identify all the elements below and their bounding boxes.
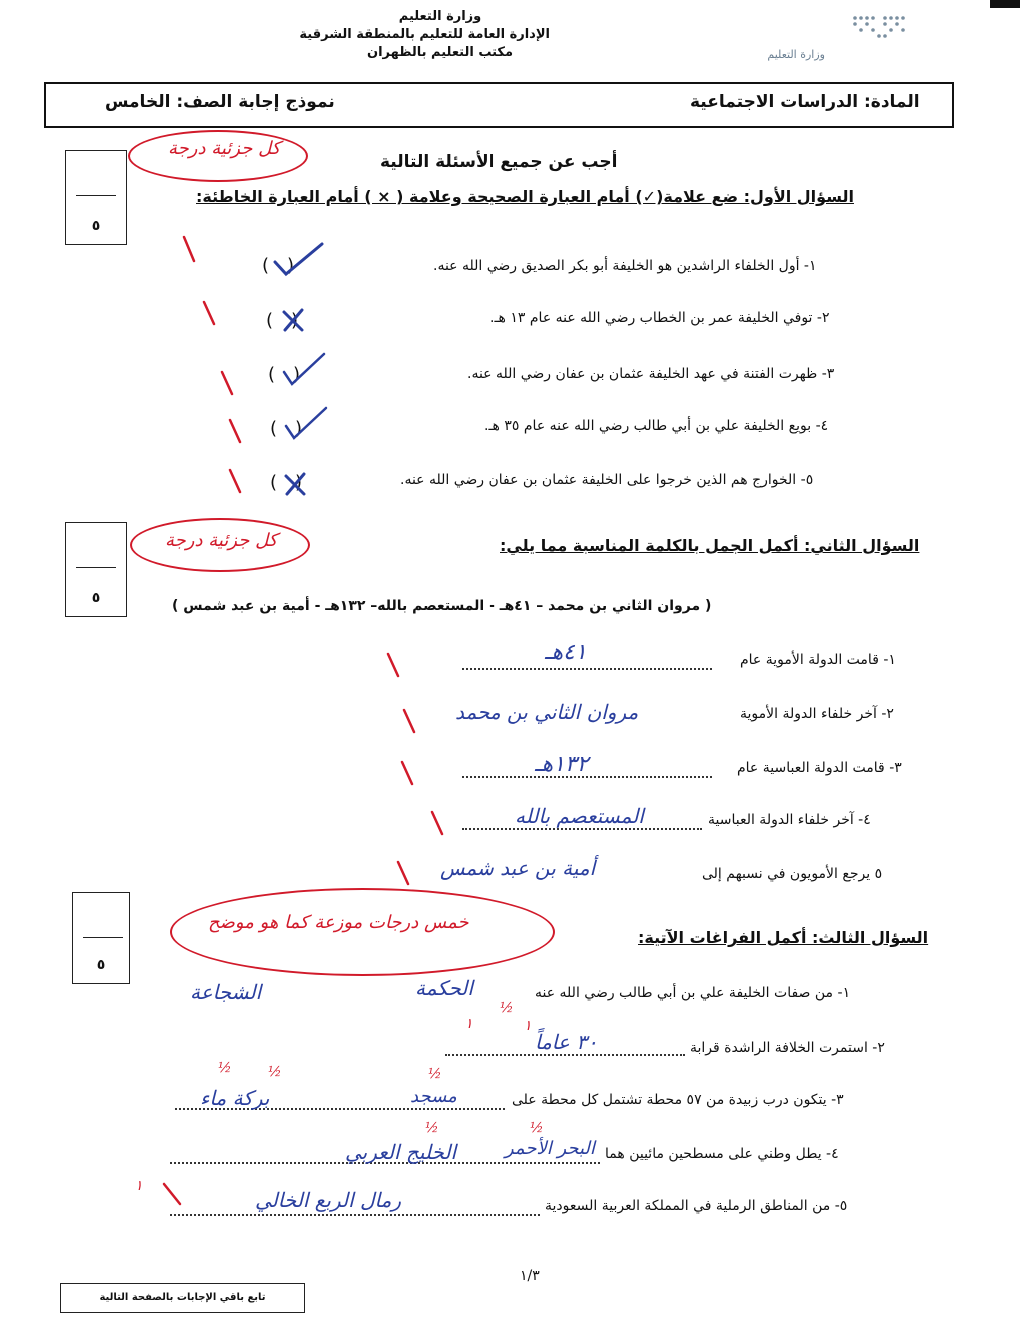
q3-mark-5: ١	[135, 1178, 143, 1194]
q1-check-mark-4	[282, 404, 332, 444]
q2-blank-1	[462, 668, 712, 670]
q2-answer-3: ١٣٢هـ	[535, 752, 589, 777]
q3-score-box	[72, 892, 130, 984]
subject-label: المادة: الدراسات الاجتماعية	[690, 92, 920, 112]
q3-answer-5: رمال الربع الخالي	[255, 1188, 402, 1212]
q3-answer-4b: الخليج العربي	[345, 1140, 457, 1164]
q3-mark-4a: ½	[530, 1120, 544, 1136]
q2-score-box	[65, 522, 127, 617]
q3-heading: السؤال الثالث: أكمل الفراغات الآتية:	[638, 928, 929, 947]
q3-item-1: ١- من صفات الخليفة علي بن أبي طالب رضي الله عنه	[535, 985, 851, 1001]
q1-answer-paren-1: ()	[262, 255, 313, 276]
ministry-name: وزارة التعليم	[398, 9, 482, 24]
q2-grade-tick-5	[394, 860, 414, 890]
q2-answer-1: ٤١هـ	[545, 640, 587, 665]
q2-item-2: ٢- آخر خلفاء الدولة الأموية	[740, 706, 894, 722]
q1-answer-paren-2: ()	[266, 310, 317, 331]
q3-item-2: ٢- استمرت الخلافة الراشدة قرابة	[690, 1040, 885, 1056]
q2-grade-tick-4	[428, 810, 448, 840]
q1-item-2: ٢- توفي الخليفة عمر بن الخطاب رضي الله عنه عام ١٣ هـ.	[490, 310, 830, 326]
q2-item-5: ٥ يرجع الأمويون في نسبهم إلى	[702, 866, 883, 882]
q1-grade-tick-1	[180, 235, 200, 265]
q3-mark-3c: ½	[218, 1060, 232, 1076]
q3-mark-2: ١	[524, 1018, 532, 1034]
ministry-logo-icon	[767, 10, 925, 70]
q2-grader-note: كل جزئية درجة	[165, 530, 278, 551]
q3-grade-tick-5	[160, 1182, 184, 1212]
q3-mark-3a: ½	[428, 1066, 442, 1082]
q2-word-bank: ( مروان الثاني بن محمد – ٤١هـ - المستعصم بالله– ١٣٢هـ - أمية بن عبد شمس )	[172, 598, 712, 614]
q2-answer-4: المستعصم بالله	[515, 804, 644, 828]
q3-answer-3a: مسجد	[410, 1086, 457, 1107]
q1-grade-tick-3	[218, 370, 238, 400]
q1-item-3: ٣- ظهرت الفتنة في عهد الخليفة عثمان بن عفان رضي الله عنه.	[467, 366, 835, 382]
q1-check-mark-1	[270, 240, 330, 280]
office-name: مكتب التعليم بالظهران	[366, 45, 514, 60]
q1-item-1: ١- أول الخلفاء الراشدين هو الخليفة أبو بكر الصديق رضي الله عنه.	[433, 258, 817, 274]
q3-answer-2: ٣٠ عاماً	[535, 1030, 598, 1054]
q1-score-box	[65, 150, 127, 245]
q1-answer-paren-4: ()	[270, 418, 321, 439]
q3-mark-1a: ١	[465, 1016, 473, 1032]
q1-answer-paren-5: ()	[270, 472, 321, 493]
main-instruction: أجب عن جميع الأسئلة التالية	[380, 152, 618, 172]
continue-note: تابع باقي الإجابات بالصفحة التالية	[60, 1283, 305, 1313]
q3-blank-5	[170, 1214, 540, 1216]
q3-item-5: ٥- من المناطق الرملية في المملكة العربية السعودية	[545, 1198, 848, 1214]
q3-grader-note: خمس درجات موزعة كما هو موضح	[208, 912, 469, 933]
q3-score-value: ٥	[96, 957, 106, 973]
q3-mark-3b: ½	[268, 1064, 282, 1080]
q1-check-mark-3	[280, 350, 330, 390]
page-edge-bar	[990, 0, 1020, 8]
page-number: ١/٣	[520, 1268, 540, 1284]
q1-score-value: ٥	[91, 218, 101, 234]
q3-blank-2	[445, 1054, 685, 1056]
svg-text:وزارة التعليم: وزارة التعليم	[767, 48, 825, 61]
q1-grade-tick-5	[226, 468, 246, 498]
q2-blank-4	[462, 828, 702, 830]
q1-item-4: ٤- بويع الخليفة علي بن أبي طالب رضي الله عنه عام ٣٥ هـ.	[484, 418, 829, 434]
q2-grade-tick-3	[398, 760, 418, 790]
q2-item-1: ١- قامت الدولة الأموية عام	[740, 652, 896, 668]
q2-item-4: ٤- آخر خلفاء الدولة العباسية	[708, 812, 871, 828]
letterhead	[299, 8, 550, 62]
q2-score-value: ٥	[91, 590, 101, 606]
q3-item-4: ٤- يطل وطني على مسطحين مائيين هما	[605, 1146, 839, 1162]
q2-answer-2: مروان الثاني بن محمد	[455, 700, 639, 724]
ministry-logo	[767, 10, 925, 70]
q3-mark-4b: ½	[425, 1120, 439, 1136]
q3-mark-1b: ½	[500, 1000, 514, 1016]
q1-heading: السؤال الأول: ضع علامة(✓) أمام العبارة الصحيحة وعلامة ( × ) أمام العبارة الخاطئة:	[196, 187, 854, 206]
q1-cross-mark-2	[280, 306, 310, 336]
q3-answer-4a: البحر الأحمر	[505, 1138, 595, 1159]
q1-cross-mark-5	[282, 470, 312, 500]
q2-grade-tick-2	[400, 708, 420, 738]
q3-answer-1b: الشجاعة	[190, 980, 262, 1004]
q2-item-3: ٣- قامت الدولة العباسية عام	[737, 760, 902, 776]
q1-grade-tick-4	[226, 418, 246, 448]
q3-answer-3b: بركة ماء	[200, 1086, 270, 1110]
q2-grade-tick-1	[384, 652, 404, 682]
directorate-name: الإدارة العامة للتعليم بالمنطقة الشرقية	[299, 27, 550, 42]
q1-item-5: ٥- الخوارج هم الذين خرجوا على الخليفة عثمان بن عفان رضي الله عنه.	[400, 472, 814, 488]
q2-answer-5: أمية بن عبد شمس	[440, 856, 596, 880]
q2-heading: السؤال الثاني: أكمل الجمل بالكلمة المناسبة مما يلي:	[500, 536, 920, 555]
q1-grade-tick-2	[200, 300, 220, 330]
q1-answer-paren-3: ()	[268, 364, 319, 385]
q3-answer-1a: الحكمة	[415, 976, 473, 1000]
answer-key-grade-label: نموذج إجابة الصف: الخامس	[105, 92, 335, 112]
q1-grader-note: كل جزئية درجة	[168, 138, 281, 159]
q3-item-3: ٣- يتكون درب زبيدة من ٥٧ محطة تشتمل كل محطة على	[512, 1092, 844, 1108]
